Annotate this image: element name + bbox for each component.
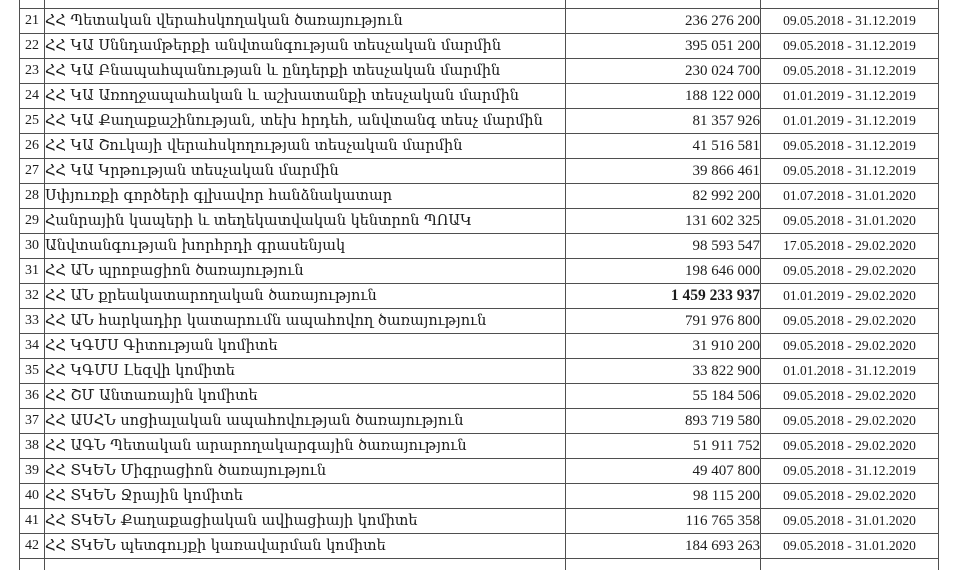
period-value: 01.07.2018 - 31.01.2020 bbox=[783, 188, 916, 203]
row-number-cell bbox=[20, 384, 45, 409]
row-number: 21 bbox=[25, 13, 39, 28]
org-name: ՀՀ ԱՍՀՆ սոցիալական ապահովության ծառայություն bbox=[45, 413, 464, 429]
row-number-cell bbox=[20, 534, 45, 559]
org-name-cell bbox=[45, 84, 566, 109]
table-row bbox=[20, 384, 939, 409]
period-cell bbox=[761, 134, 939, 159]
org-name-cell bbox=[45, 434, 566, 459]
period-cell bbox=[761, 159, 939, 184]
period-cell bbox=[761, 559, 939, 571]
row-number: 27 bbox=[25, 163, 39, 178]
table-row-cropped-top bbox=[20, 0, 939, 9]
org-name: ՀՀ ԿԱ Բնապահպանության և ընդերքի տեսչական մարմին bbox=[45, 63, 501, 79]
amount-cell bbox=[566, 0, 761, 9]
row-number-cell bbox=[20, 34, 45, 59]
row-number-cell bbox=[20, 434, 45, 459]
row-number-cell bbox=[20, 84, 45, 109]
table-row bbox=[20, 134, 939, 159]
org-name-cell bbox=[45, 509, 566, 534]
period-cell bbox=[761, 409, 939, 434]
org-name-cell bbox=[45, 134, 566, 159]
amount-value: 791 976 800 bbox=[685, 312, 760, 329]
row-number: 28 bbox=[25, 188, 39, 203]
table-row bbox=[20, 284, 939, 309]
org-name: ՀՀ ԿԱ Սննդամթերքի անվտանգության տեսչական մարմին bbox=[45, 38, 502, 54]
org-name-cell bbox=[45, 59, 566, 84]
row-number-cell bbox=[20, 0, 45, 9]
table-row-cropped-bottom bbox=[20, 559, 939, 571]
org-name-cell bbox=[45, 0, 566, 9]
table-row bbox=[20, 534, 939, 559]
org-name: ՀՀ ԱՆ պրոբացիոն ծառայություն bbox=[45, 263, 304, 279]
row-number: 22 bbox=[25, 38, 39, 53]
period-value: 09.05.2018 - 29.02.2020 bbox=[783, 488, 916, 503]
org-name-cell bbox=[45, 184, 566, 209]
row-number: 42 bbox=[25, 538, 39, 553]
org-name: ՀՀ Պետական վերահսկողական ծառայություն bbox=[45, 13, 403, 29]
period-value: 01.01.2019 - 31.12.2019 bbox=[783, 113, 916, 128]
row-number-cell bbox=[20, 9, 45, 34]
amount-value: 395 051 200 bbox=[685, 37, 760, 54]
row-number-cell bbox=[20, 159, 45, 184]
amount-value: 51 911 752 bbox=[693, 437, 760, 454]
amount-cell bbox=[566, 284, 761, 309]
org-name: ՀՀ ԿԱ Առողջապահական և աշխատանքի տեսչական մարմին bbox=[45, 88, 520, 104]
amount-value: 198 646 000 bbox=[685, 262, 760, 279]
org-name-cell bbox=[45, 359, 566, 384]
period-cell bbox=[761, 209, 939, 234]
org-name: ՀՀ ԿԳՄՍ Գիտության կոմիտե bbox=[45, 338, 278, 354]
amount-value: 41 516 581 bbox=[692, 137, 760, 154]
amount-cell bbox=[566, 459, 761, 484]
org-name-cell bbox=[45, 159, 566, 184]
org-name: ՀՀ ՏԿԵՆ պետգույքի կառավարման կոմիտե bbox=[45, 538, 386, 554]
period-cell bbox=[761, 284, 939, 309]
period-value: 09.05.2018 - 29.02.2020 bbox=[783, 313, 916, 328]
period-cell bbox=[761, 384, 939, 409]
org-name: ՀՀ ԿԱ Կրթության տեսչական մարմին bbox=[45, 163, 339, 179]
table-row bbox=[20, 309, 939, 334]
row-number: 38 bbox=[25, 438, 39, 453]
row-number-cell bbox=[20, 409, 45, 434]
table-row bbox=[20, 9, 939, 34]
amount-value: 33 822 900 bbox=[692, 362, 760, 379]
period-cell bbox=[761, 334, 939, 359]
table-row bbox=[20, 434, 939, 459]
row-number: 30 bbox=[25, 238, 39, 253]
row-number-cell bbox=[20, 234, 45, 259]
row-number: 35 bbox=[25, 363, 39, 378]
table-row bbox=[20, 209, 939, 234]
period-value: 09.05.2018 - 31.01.2020 bbox=[783, 538, 916, 553]
amount-value: 131 602 325 bbox=[685, 212, 760, 229]
amount-cell bbox=[566, 534, 761, 559]
period-value: 09.05.2018 - 29.02.2020 bbox=[783, 263, 916, 278]
row-number-cell bbox=[20, 559, 45, 571]
period-value: 09.05.2018 - 29.02.2020 bbox=[783, 338, 916, 353]
org-name-cell bbox=[45, 284, 566, 309]
period-cell bbox=[761, 34, 939, 59]
amount-value: 893 719 580 bbox=[685, 412, 760, 429]
org-name: ՀՀ ՇՄ Անտառային կոմիտե bbox=[45, 388, 258, 404]
org-name-cell bbox=[45, 109, 566, 134]
period-cell bbox=[761, 0, 939, 9]
org-name-cell bbox=[45, 34, 566, 59]
table-row bbox=[20, 84, 939, 109]
org-name-cell bbox=[45, 384, 566, 409]
amount-cell bbox=[566, 484, 761, 509]
row-number-cell bbox=[20, 309, 45, 334]
period-cell bbox=[761, 534, 939, 559]
row-number: 36 bbox=[25, 388, 39, 403]
row-number-cell bbox=[20, 259, 45, 284]
row-number-cell bbox=[20, 209, 45, 234]
period-cell bbox=[761, 309, 939, 334]
row-number: 29 bbox=[25, 213, 39, 228]
period-value: 09.05.2018 - 31.12.2019 bbox=[783, 163, 916, 178]
org-name: ՀՀ ԿԱ Քաղաքաշինության, տեխ հրդեհ, անվտանգ տեսչ մարմին bbox=[45, 113, 543, 129]
org-name-cell bbox=[45, 234, 566, 259]
period-value: 01.01.2018 - 31.12.2019 bbox=[783, 363, 916, 378]
period-cell bbox=[761, 259, 939, 284]
amount-cell bbox=[566, 59, 761, 84]
amount-cell bbox=[566, 559, 761, 571]
amount-value: 236 276 200 bbox=[685, 12, 760, 29]
row-number: 31 bbox=[25, 263, 39, 278]
amount-value: 49 407 800 bbox=[692, 462, 760, 479]
row-number: 39 bbox=[25, 463, 39, 478]
org-name: Հանրային կապերի և տեղեկատվական կենտրոն ՊՈԱԿ bbox=[45, 213, 472, 229]
amount-cell bbox=[566, 334, 761, 359]
row-number: 33 bbox=[25, 313, 39, 328]
amount-value: 31 910 200 bbox=[692, 337, 760, 354]
period-cell bbox=[761, 509, 939, 534]
amount-cell bbox=[566, 234, 761, 259]
row-number-cell bbox=[20, 134, 45, 159]
row-number: 41 bbox=[25, 513, 39, 528]
org-name-cell bbox=[45, 534, 566, 559]
amount-cell bbox=[566, 109, 761, 134]
table-row bbox=[20, 34, 939, 59]
table-row bbox=[20, 409, 939, 434]
period-cell bbox=[761, 84, 939, 109]
org-name-cell bbox=[45, 209, 566, 234]
row-number: 34 bbox=[25, 338, 39, 353]
org-name: ՀՀ ՏԿԵՆ Քաղաքացիական ավիացիայի կոմիտե bbox=[45, 513, 418, 529]
amount-cell bbox=[566, 384, 761, 409]
row-number-cell bbox=[20, 184, 45, 209]
period-cell bbox=[761, 234, 939, 259]
table-row bbox=[20, 359, 939, 384]
period-cell bbox=[761, 359, 939, 384]
amount-cell bbox=[566, 259, 761, 284]
amount-value: 55 184 506 bbox=[692, 387, 760, 404]
period-value: 09.05.2018 - 31.01.2020 bbox=[783, 213, 916, 228]
period-value: 09.05.2018 - 29.02.2020 bbox=[783, 438, 916, 453]
table-row bbox=[20, 459, 939, 484]
row-number-cell bbox=[20, 334, 45, 359]
period-value: 09.05.2018 - 31.12.2019 bbox=[783, 463, 916, 478]
row-number-cell bbox=[20, 459, 45, 484]
org-name-cell bbox=[45, 559, 566, 571]
amount-cell bbox=[566, 9, 761, 34]
period-value: 09.05.2018 - 31.12.2019 bbox=[783, 63, 916, 78]
table-row bbox=[20, 184, 939, 209]
amount-cell bbox=[566, 434, 761, 459]
amount-value: 1 459 233 937 bbox=[670, 287, 760, 304]
row-number: 23 bbox=[25, 63, 39, 78]
row-number-cell bbox=[20, 109, 45, 134]
table-row bbox=[20, 509, 939, 534]
org-name: ՀՀ ԱՆ քրեակատարողական ծառայություն bbox=[45, 288, 377, 304]
amount-value: 230 024 700 bbox=[685, 62, 760, 79]
row-number-cell bbox=[20, 284, 45, 309]
row-number-cell bbox=[20, 484, 45, 509]
org-name: ՀՀ ՏԿԵՆ Ջրային կոմիտե bbox=[45, 488, 243, 504]
row-number: 25 bbox=[25, 113, 39, 128]
period-cell bbox=[761, 434, 939, 459]
amount-value: 184 693 263 bbox=[685, 537, 760, 554]
org-name-cell bbox=[45, 409, 566, 434]
amount-cell bbox=[566, 134, 761, 159]
period-cell bbox=[761, 9, 939, 34]
amount-value: 81 357 926 bbox=[692, 112, 760, 129]
amount-value: 116 765 358 bbox=[685, 512, 760, 529]
table-row bbox=[20, 234, 939, 259]
org-name: ՀՀ ԿԳՄՍ Լեզվի կոմիտե bbox=[45, 363, 235, 379]
org-name: Սփյուռքի գործերի գլխավոր հանձնակատար bbox=[45, 188, 393, 204]
org-name-cell bbox=[45, 309, 566, 334]
row-number-cell bbox=[20, 509, 45, 534]
row-number-cell bbox=[20, 359, 45, 384]
period-value: 09.05.2018 - 31.12.2019 bbox=[783, 38, 916, 53]
period-value: 09.05.2018 - 29.02.2020 bbox=[783, 413, 916, 428]
amount-cell bbox=[566, 359, 761, 384]
org-name: Անվտանգության խորհրդի գրասենյակ bbox=[45, 238, 346, 254]
row-number: 37 bbox=[25, 413, 39, 428]
row-number-cell bbox=[20, 59, 45, 84]
amount-cell bbox=[566, 184, 761, 209]
row-number: 26 bbox=[25, 138, 39, 153]
period-cell bbox=[761, 184, 939, 209]
amount-cell bbox=[566, 409, 761, 434]
org-name: ՀՀ ՏԿԵՆ Միգրացիոն ծառայություն bbox=[45, 463, 327, 479]
amount-value: 98 593 547 bbox=[692, 237, 760, 254]
amount-cell bbox=[566, 509, 761, 534]
row-number: 32 bbox=[25, 288, 39, 303]
amount-cell bbox=[566, 209, 761, 234]
row-number: 40 bbox=[25, 488, 39, 503]
org-name-cell bbox=[45, 484, 566, 509]
org-name-cell bbox=[45, 259, 566, 284]
org-name-cell bbox=[45, 9, 566, 34]
period-value: 09.05.2018 - 31.12.2019 bbox=[783, 13, 916, 28]
org-name: ՀՀ ԿԱ Շուկայի վերահսկողության տեսչական մարմին bbox=[45, 138, 463, 154]
amount-cell bbox=[566, 159, 761, 184]
period-value: 01.01.2019 - 31.12.2019 bbox=[783, 88, 916, 103]
period-value: 09.05.2018 - 31.01.2020 bbox=[783, 513, 916, 528]
period-cell bbox=[761, 109, 939, 134]
amount-value: 188 122 000 bbox=[685, 87, 760, 104]
amount-value: 98 115 200 bbox=[693, 487, 760, 504]
amount-value: 39 866 461 bbox=[692, 162, 760, 179]
amount-value: 82 992 200 bbox=[692, 187, 760, 204]
period-cell bbox=[761, 484, 939, 509]
org-name: ՀՀ ԱԳՆ Պետական արարողակարգային ծառայություն bbox=[45, 438, 467, 454]
table-row bbox=[20, 484, 939, 509]
budget-table bbox=[19, 0, 939, 570]
row-number: 24 bbox=[25, 88, 39, 103]
period-value: 17.05.2018 - 29.02.2020 bbox=[783, 238, 916, 253]
period-value: 09.05.2018 - 29.02.2020 bbox=[783, 388, 916, 403]
period-value: 09.05.2018 - 31.12.2019 bbox=[783, 138, 916, 153]
amount-cell bbox=[566, 309, 761, 334]
amount-cell bbox=[566, 34, 761, 59]
table-row bbox=[20, 259, 939, 284]
period-cell bbox=[761, 59, 939, 84]
period-value: 01.01.2019 - 29.02.2020 bbox=[783, 288, 916, 303]
period-cell bbox=[761, 459, 939, 484]
table-row bbox=[20, 334, 939, 359]
org-name: ՀՀ ԱՆ հարկադիր կատարումն ապահովող ծառայություն bbox=[45, 313, 487, 329]
org-name-cell bbox=[45, 459, 566, 484]
org-name-cell bbox=[45, 334, 566, 359]
table-row bbox=[20, 159, 939, 184]
amount-cell bbox=[566, 84, 761, 109]
table-row bbox=[20, 59, 939, 84]
table-row bbox=[20, 109, 939, 134]
